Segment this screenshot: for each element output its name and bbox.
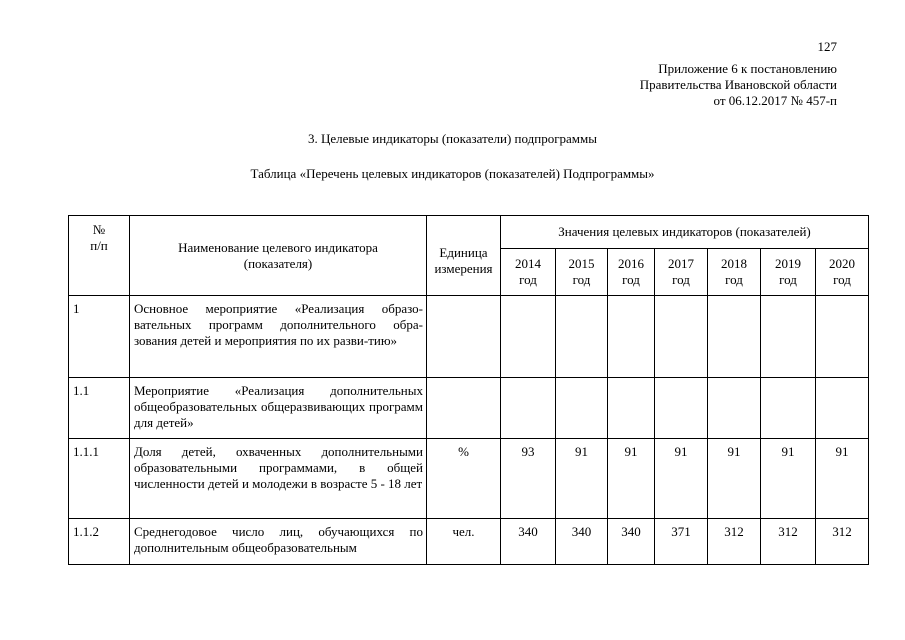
row-value-2015: 91 [556, 439, 608, 519]
table-row [69, 519, 869, 565]
header-year-suffix: год [725, 272, 743, 287]
row-value-2019 [761, 296, 816, 378]
header-year-2017 [655, 249, 708, 296]
row-value-2018: 312 [708, 519, 761, 565]
row-value-2019: 91 [761, 439, 816, 519]
table-row [69, 439, 869, 519]
header-indicator-values: Значения целевых индикаторов (показателей) [501, 216, 869, 249]
row-unit [427, 296, 501, 378]
row-value-2018: 91 [708, 439, 761, 519]
table-row [69, 378, 869, 439]
header-year-2016 [608, 249, 655, 296]
header-name-line-2: (показателя) [243, 255, 313, 271]
row-indicator-name: Мероприятие «Реализация дополнительных общеобразовательных общеразвивающих программ для детей» [130, 378, 427, 439]
header-year-suffix: год [519, 272, 537, 287]
row-number: 1 [69, 296, 130, 378]
row-value-2019: 312 [761, 519, 816, 565]
appendix-line-3: от 06.12.2017 № 457-п [713, 93, 837, 108]
row-value-2020: 91 [816, 439, 869, 519]
row-indicator-name: Основное мероприятие «Реализация образо-вательных программ дополнительного обра-зования детей и мероприятия по их разви-тию» [130, 296, 427, 378]
appendix-reference [640, 61, 837, 109]
row-value-2019 [761, 378, 816, 439]
table-row [69, 296, 869, 378]
header-year-2020 [816, 249, 869, 296]
header-number-line-2: п/п [90, 238, 108, 253]
row-value-2020: 312 [816, 519, 869, 565]
row-value-2014 [501, 378, 556, 439]
row-unit: чел. [427, 519, 501, 565]
row-unit [427, 378, 501, 439]
header-unit-line-1: Единица [439, 244, 488, 260]
header-year-2015 [556, 249, 608, 296]
row-unit: % [427, 439, 501, 519]
row-value-2018 [708, 296, 761, 378]
header-unit [427, 216, 501, 296]
header-year: 2019 [775, 256, 801, 271]
row-value-2014: 93 [501, 439, 556, 519]
row-value-2018 [708, 378, 761, 439]
row-indicator-name: Доля детей, охваченных дополнительными образовательными программами, в общей численности детей и молодежи в возрасте 5 - 18 лет [130, 439, 427, 519]
header-number [69, 216, 130, 296]
header-indicator-name [130, 216, 427, 296]
header-name-line-1: Наименование целевого индикатора [178, 239, 378, 255]
row-value-2014 [501, 296, 556, 378]
appendix-line-2: Правительства Ивановской области [639, 77, 837, 92]
header-unit-line-2: измерения [434, 260, 493, 276]
row-value-2020 [816, 296, 869, 378]
row-value-2020 [816, 378, 869, 439]
row-value-2015: 340 [556, 519, 608, 565]
row-value-2017 [655, 378, 708, 439]
row-indicator-name: Среднегодовое число лиц, обучающихся по дополнительным общеобразовательным [130, 519, 427, 565]
row-number: 1.1.1 [69, 439, 130, 519]
header-year-2014 [501, 249, 556, 296]
row-value-2016 [608, 296, 655, 378]
header-year-suffix: год [672, 272, 690, 287]
section-title: 3. Целевые индикаторы (показатели) подпрограммы [307, 131, 597, 146]
header-year: 2018 [721, 256, 747, 271]
table-caption: Таблица «Перечень целевых индикаторов (показателей) Подпрограммы» [250, 166, 655, 181]
row-value-2015 [556, 378, 608, 439]
header-year: 2014 [515, 256, 541, 271]
row-value-2017: 91 [655, 439, 708, 519]
row-value-2016: 91 [608, 439, 655, 519]
row-value-2014: 340 [501, 519, 556, 565]
header-year-suffix: год [833, 272, 851, 287]
header-year: 2016 [618, 256, 644, 271]
header-year: 2020 [829, 256, 856, 271]
row-value-2017 [655, 296, 708, 378]
row-number: 1.1.2 [69, 519, 130, 565]
page-number: 127 [817, 39, 837, 54]
indicators-table [68, 215, 869, 565]
header-number-line-1: № [92, 222, 106, 237]
header-year-suffix: год [779, 272, 797, 287]
row-value-2016 [608, 378, 655, 439]
header-year-2019 [761, 249, 816, 296]
row-value-2015 [556, 296, 608, 378]
header-year-suffix: год [572, 272, 591, 287]
row-value-2017: 371 [655, 519, 708, 565]
row-value-2016: 340 [608, 519, 655, 565]
header-year-2018 [708, 249, 761, 296]
row-number: 1.1 [69, 378, 130, 439]
header-year: 2015 [568, 256, 595, 271]
header-row-top [69, 216, 869, 249]
header-year: 2017 [668, 256, 694, 271]
appendix-line-1: Приложение 6 к постановлению [658, 61, 837, 76]
header-year-suffix: год [622, 272, 640, 287]
